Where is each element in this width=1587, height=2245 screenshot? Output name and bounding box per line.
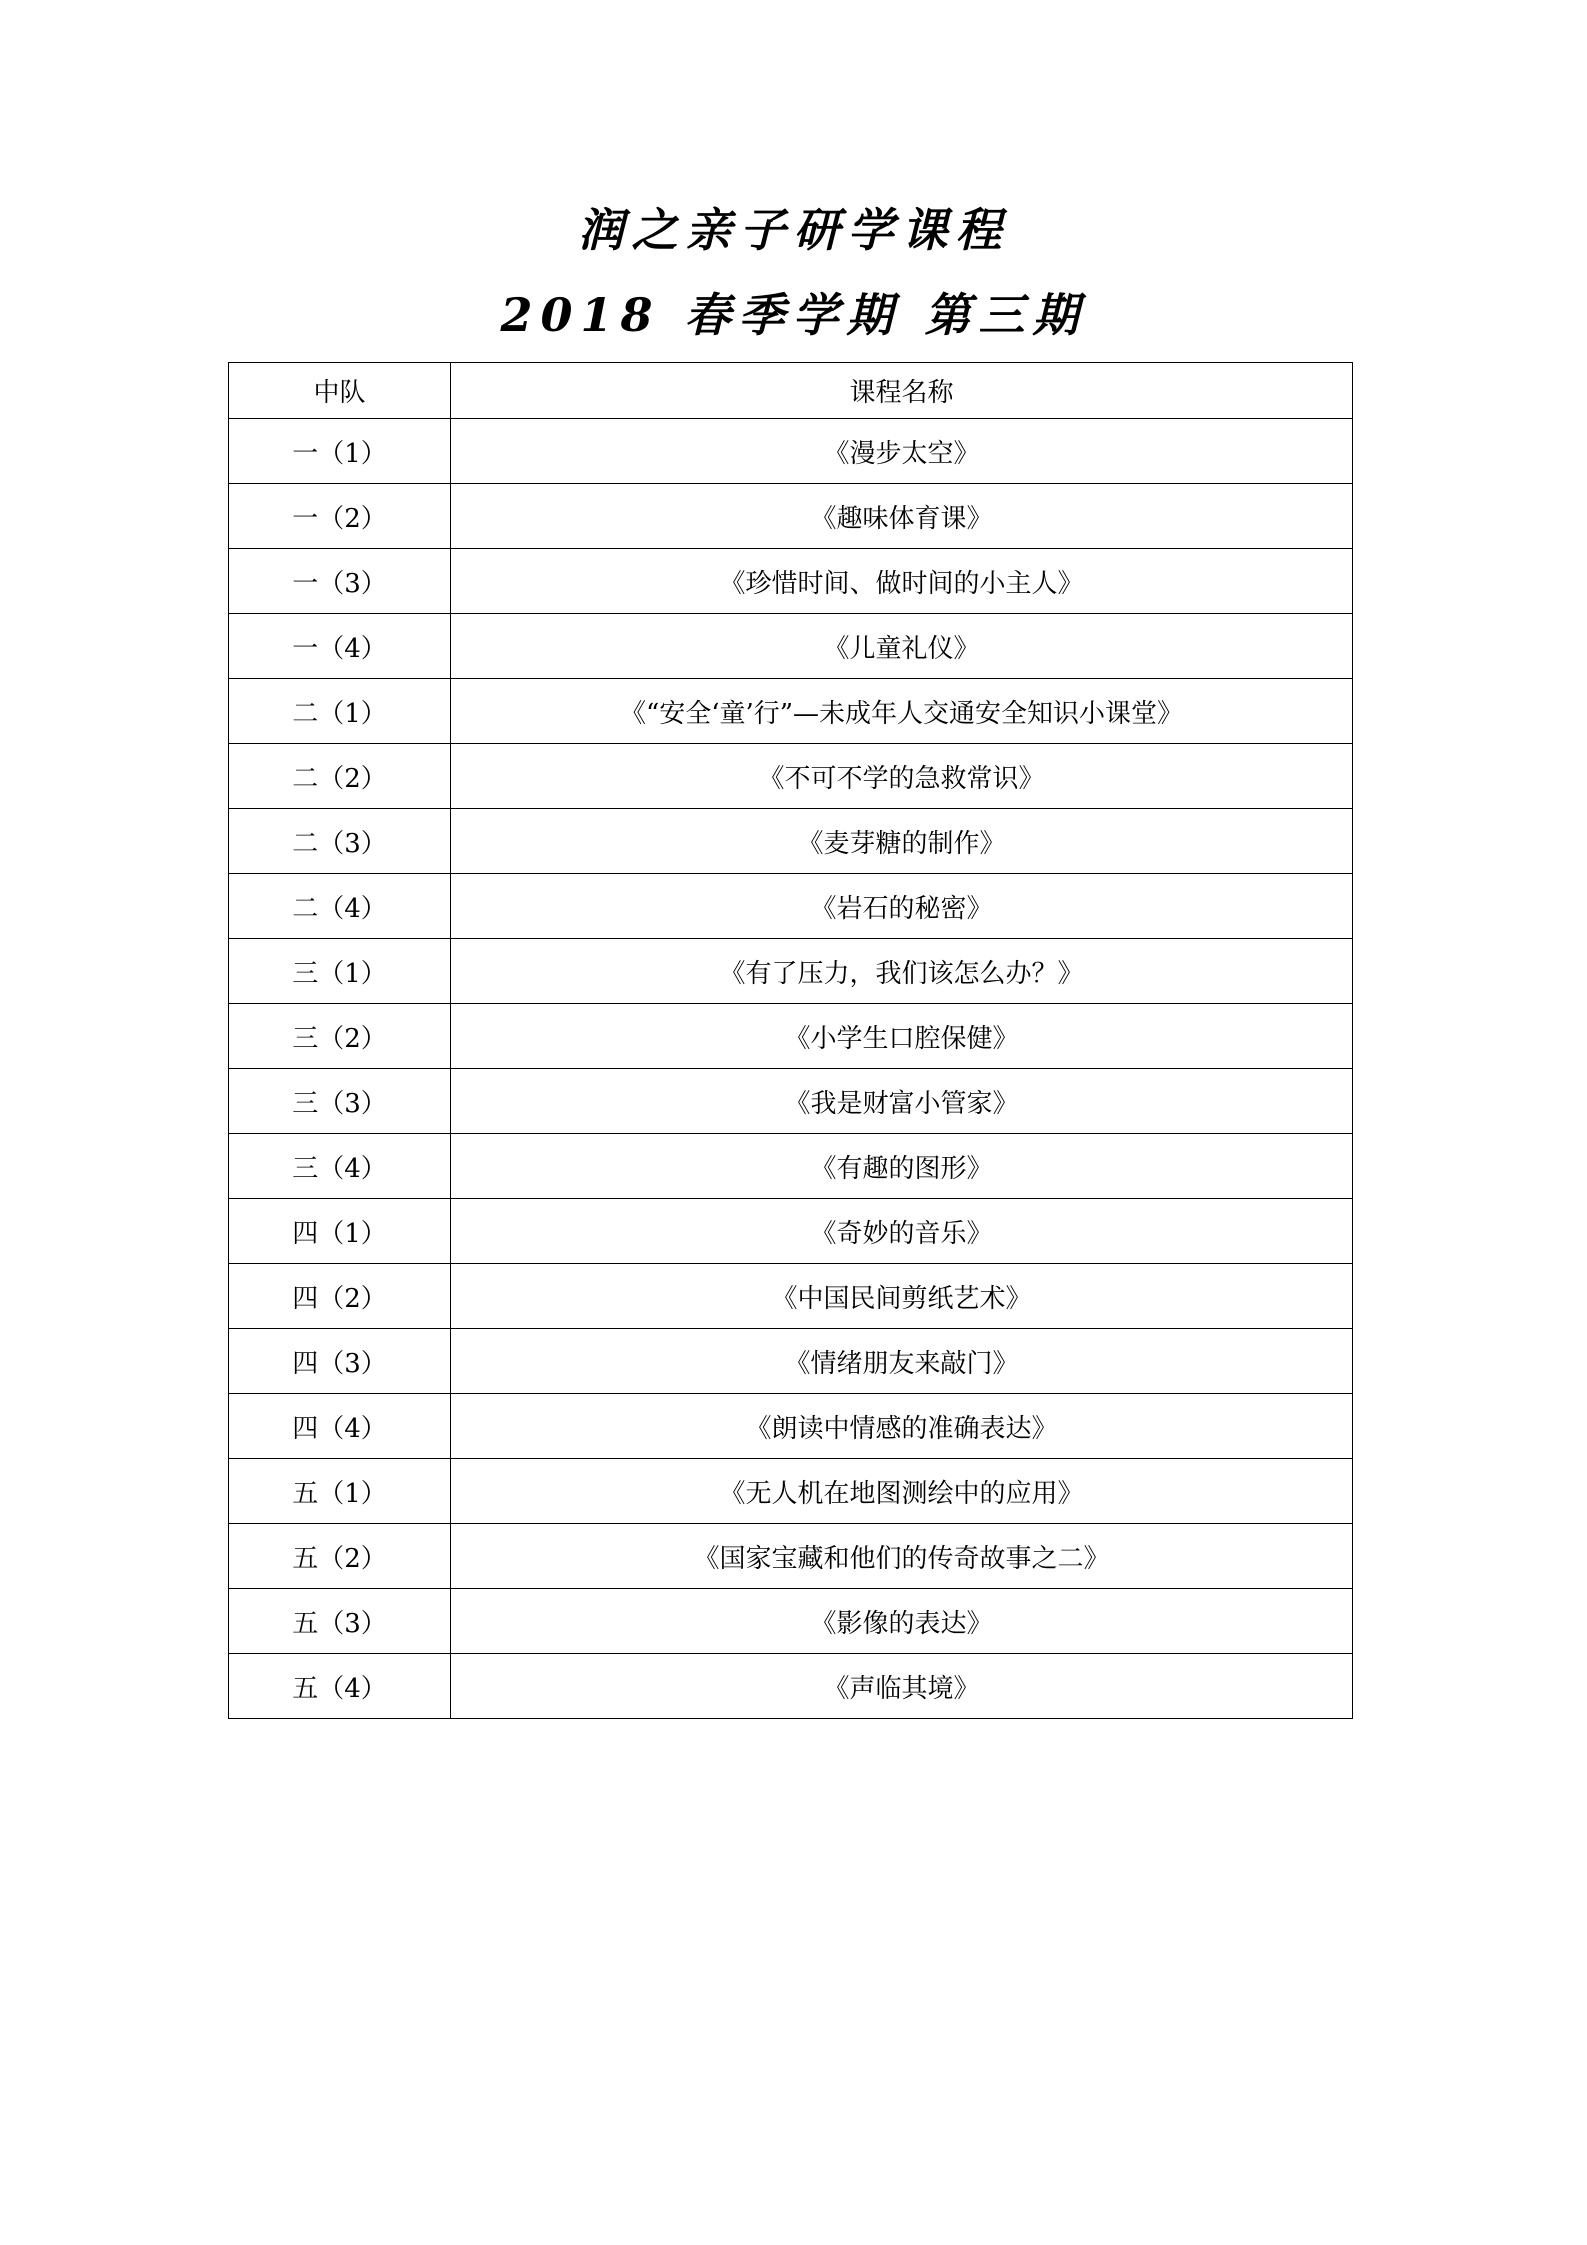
table-row — [229, 484, 1353, 549]
table-row — [229, 419, 1353, 484]
table-row — [229, 614, 1353, 679]
course-cell: 《麦芽糖的制作》 — [451, 809, 1353, 874]
squad-cell: 一（1） — [229, 419, 451, 484]
course-cell: 《情绪朋友来敲门》 — [451, 1329, 1353, 1394]
squad-cell: 三（4） — [229, 1134, 451, 1199]
table-row — [229, 1524, 1353, 1589]
table-row — [229, 679, 1353, 744]
course-cell: 《奇妙的音乐》 — [451, 1199, 1353, 1264]
squad-cell: 四（3） — [229, 1329, 451, 1394]
squad-cell: 五（4） — [229, 1654, 451, 1719]
course-cell: 《小学生口腔保健》 — [451, 1004, 1353, 1069]
table-header-row — [229, 363, 1353, 419]
table-row — [229, 939, 1353, 1004]
squad-cell: 三（1） — [229, 939, 451, 1004]
table-row — [229, 1329, 1353, 1394]
table-row — [229, 1134, 1353, 1199]
squad-cell: 四（1） — [229, 1199, 451, 1264]
table-row — [229, 809, 1353, 874]
table-row — [229, 874, 1353, 939]
squad-cell: 一（4） — [229, 614, 451, 679]
squad-cell: 三（2） — [229, 1004, 451, 1069]
course-cell: 《影像的表达》 — [451, 1589, 1353, 1654]
squad-cell: 二（4） — [229, 874, 451, 939]
table-row — [229, 1459, 1353, 1524]
squad-cell: 五（1） — [229, 1459, 451, 1524]
squad-cell: 三（3） — [229, 1069, 451, 1134]
course-cell: 《不可不学的急救常识》 — [451, 744, 1353, 809]
table-row — [229, 1654, 1353, 1719]
course-table — [228, 362, 1353, 1719]
squad-cell: 二（1） — [229, 679, 451, 744]
squad-cell: 五（3） — [229, 1589, 451, 1654]
column-header-course: 课程名称 — [451, 363, 1353, 419]
course-cell: 《有趣的图形》 — [451, 1134, 1353, 1199]
table-row — [229, 1004, 1353, 1069]
course-cell: 《中国民间剪纸艺术》 — [451, 1264, 1353, 1329]
course-cell: 《国家宝藏和他们的传奇故事之二》 — [451, 1524, 1353, 1589]
squad-cell: 五（2） — [229, 1524, 451, 1589]
course-cell: 《儿童礼仪》 — [451, 614, 1353, 679]
squad-cell: 二（2） — [229, 744, 451, 809]
table-row — [229, 744, 1353, 809]
table-row — [229, 1199, 1353, 1264]
course-cell: 《无人机在地图测绘中的应用》 — [451, 1459, 1353, 1524]
squad-cell: 四（2） — [229, 1264, 451, 1329]
squad-cell: 一（2） — [229, 484, 451, 549]
squad-cell: 四（4） — [229, 1394, 451, 1459]
course-cell: 《朗读中情感的准确表达》 — [451, 1394, 1353, 1459]
course-cell: 《“安全‘童’行”—未成年人交通安全知识小课堂》 — [451, 679, 1353, 744]
page-title: 润之亲子研学课程 — [577, 203, 1010, 257]
table-row — [229, 1589, 1353, 1654]
table-row — [229, 1394, 1353, 1459]
course-cell: 《有了压力，我们该怎么办？》 — [451, 939, 1353, 1004]
table-row — [229, 1069, 1353, 1134]
course-cell: 《漫步太空》 — [451, 419, 1353, 484]
squad-cell: 二（3） — [229, 809, 451, 874]
table-row — [229, 549, 1353, 614]
column-header-squad: 中队 — [229, 363, 451, 419]
course-cell: 《岩石的秘密》 — [451, 874, 1353, 939]
course-cell: 《我是财富小管家》 — [451, 1069, 1353, 1134]
course-cell: 《珍惜时间、做时间的小主人》 — [451, 549, 1353, 614]
course-cell: 《声临其境》 — [451, 1654, 1353, 1719]
squad-cell: 一（3） — [229, 549, 451, 614]
page-subtitle: 2018 春季学期 第三期 — [500, 288, 1087, 342]
table-row — [229, 1264, 1353, 1329]
course-cell: 《趣味体育课》 — [451, 484, 1353, 549]
